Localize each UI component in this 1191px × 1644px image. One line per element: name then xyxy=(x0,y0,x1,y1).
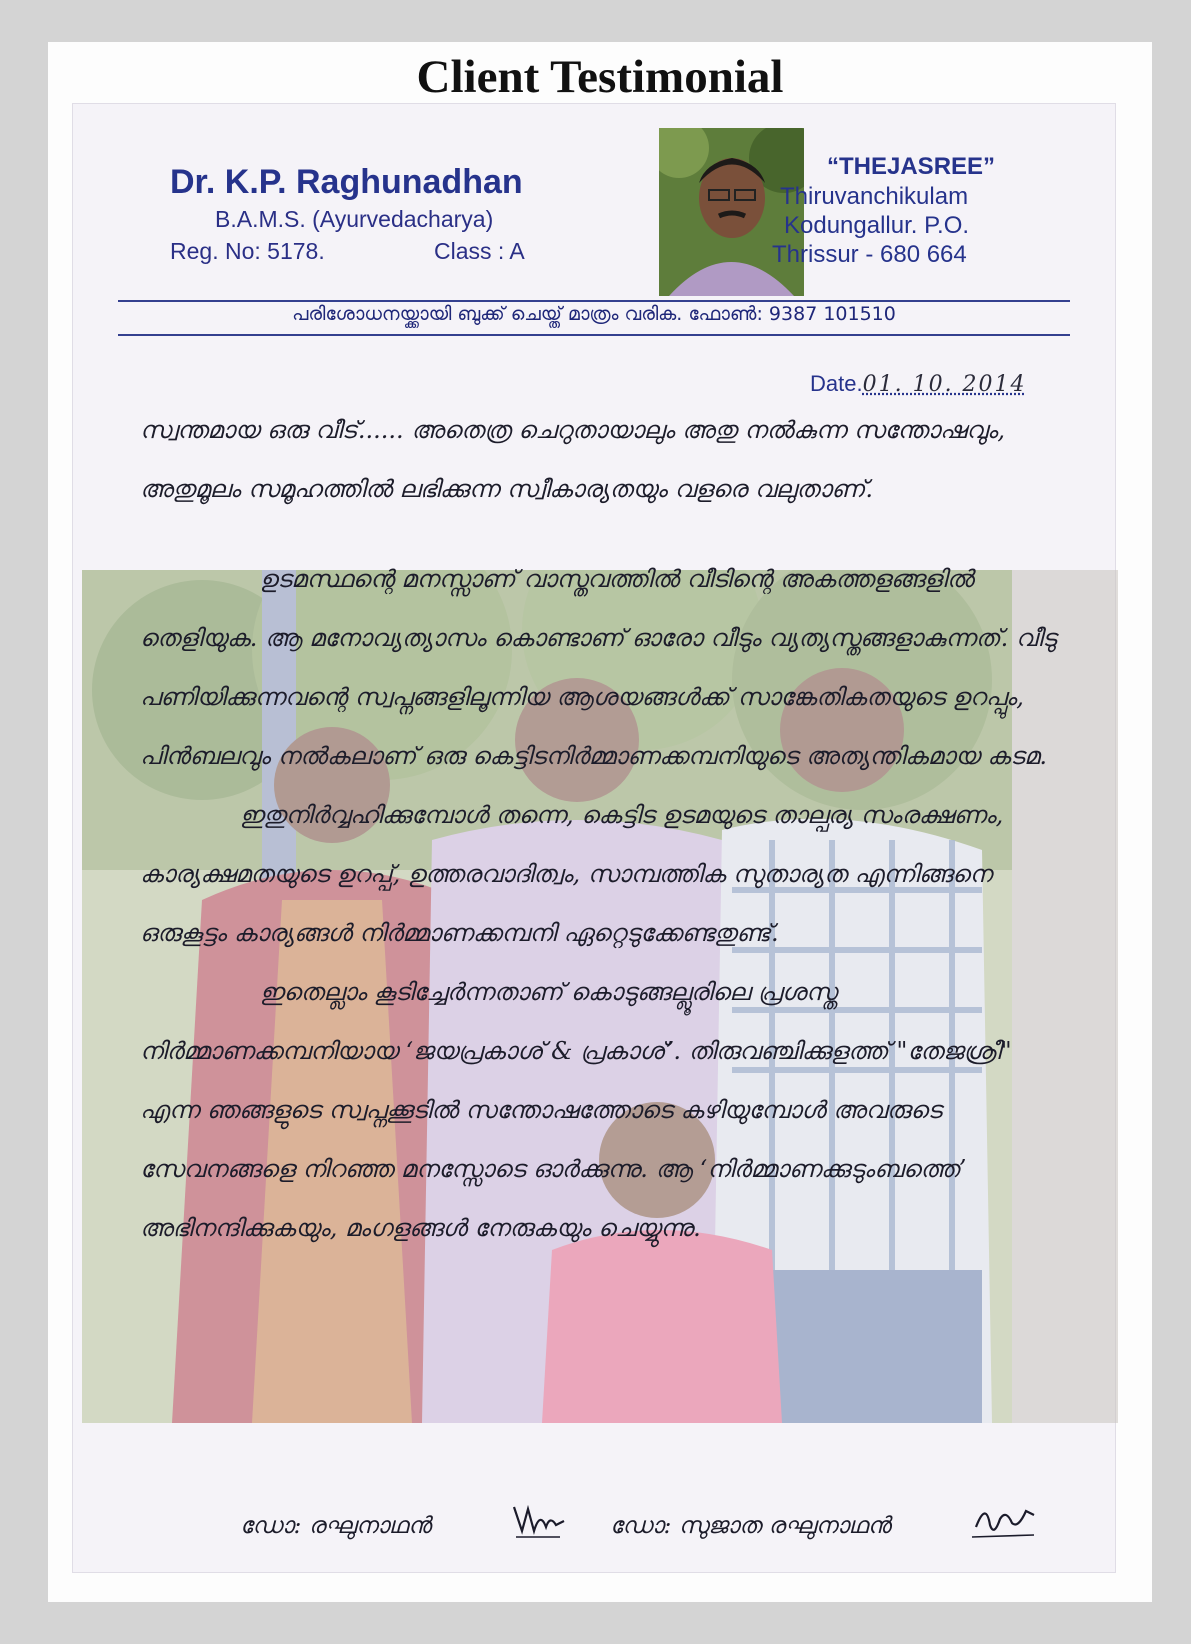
date-value: 01. 10. 2014 xyxy=(862,372,1027,397)
letter-body-intro xyxy=(140,401,1060,519)
header-rule-bottom xyxy=(118,334,1070,336)
qualification: B.A.M.S. (Ayurvedacharya) xyxy=(215,206,494,232)
address-line-3: Thrissur - 680 664 xyxy=(772,241,967,268)
letter-body xyxy=(140,550,1060,1258)
paragraph-3: ഇതുനിർവ്വഹിക്കുമ്പോൾ തന്നെ, കെട്ടിട ഉടമയുടെ താല്പര്യ സംരക്ഷണം, കാര്യക്ഷമതയുടെ ഉറപ്പ്, ഉത്തരവാദിത്വം, സാമ്പത്തിക സുതാര്യത എന്നിങ്ങനെ ഒരുകൂട്ടം കാര്യങ്ങൾ നിർമ്മാണക്കമ്പനി ഏറ്റെടുക്കേണ്ടതുണ്ട്. xyxy=(140,801,1004,947)
letter-page xyxy=(72,103,1116,1573)
address-house-name: “THEJASREE” xyxy=(827,153,996,180)
paragraph-1: സ്വന്തമായ ഒരു വീട്...... അതെത്ര ചെറുതായാലും അതു നൽകുന്ന സന്തോഷവും, അതുമൂലം സമൂഹത്തിൽ ലഭിക്കുന്ന സ്വീകാര്യതയും വളരെ വലുതാണ്. xyxy=(140,416,1005,503)
signature-2 xyxy=(968,1497,1040,1545)
letter-date xyxy=(810,371,1027,397)
paragraph-2: ഉടമസ്ഥന്റെ മനസ്സാണ് വാസ്തവത്തിൽ വീടിന്റെ അകത്തളങ്ങളിൽ തെളിയുക. ആ മനോവ്യത്യാസം കൊണ്ടാണ് ഓരോ വീടും വ്യത്യസ്തങ്ങളാകുന്നത്. വീടു പണിയിക്കുന്നവന്റെ സ്വപ്നങ്ങളിലൂന്നിയ ആശയങ്ങൾക്ക് സാങ്കേതികതയുടെ ഉറപ്പും, പിൻബലവും നൽകലാണ് ഒരു കെട്ടിടനിർമ്മാണക്കമ്പനിയുടെ അത്യന്തികമായ കടമ. xyxy=(140,565,1057,770)
registration-number: Reg. No: 5178. xyxy=(170,238,325,264)
signature-1 xyxy=(510,1501,568,1545)
address-line-1: Thiruvanchikulam xyxy=(780,183,969,210)
header-rule-top xyxy=(118,300,1070,302)
paragraph-4: ഇതെല്ലാം കൂടിച്ചേർന്നതാണ് കൊടുങ്ങല്ലൂരിലെ പ്രശസ്ത നിർമ്മാണക്കമ്പനിയായ ‘ജയപ്രകാശ് & പ്രകാശ്’. തിരുവഞ്ചിക്കുളത്ത് "തേജശ്രീ" എന്ന ഞങ്ങളുടെ സ്വപ്നക്കൂടിൽ സന്തോഷത്തോടെ കഴിയുമ്പോൾ അവരുടെ സേവനങ്ങളെ നിറഞ്ഞ മനസ്സോടെ ഓർക്കുന്നു. ആ ‘നിർമ്മാണക്കുടുംബത്തെ’ അഭിനന്ദിക്കുകയും, മംഗളങ്ങൾ നേരുകയും ചെയ്യുന്നു. xyxy=(140,978,1012,1242)
doctor-photo xyxy=(659,128,804,296)
date-label: Date. xyxy=(810,371,863,396)
address-line-2: Kodungallur. P.O. xyxy=(784,212,970,239)
booking-note: പരിശോധനയ്ക്കായി ബുക്ക് ചെയ്ത് മാത്രം വരിക. ഫോൺ: 9387 101510 xyxy=(292,303,896,325)
signatory-2-name: ഡോ: സുജാത രഘുനാഥൻ xyxy=(610,1513,891,1539)
doctor-class: Class : A xyxy=(434,238,525,264)
signatory-1-name: ഡോ: രഘുനാഥൻ xyxy=(240,1513,431,1539)
page-title: Client Testimonial xyxy=(48,50,1152,104)
doctor-name: Dr. K.P. Raghunadhan xyxy=(170,163,523,201)
